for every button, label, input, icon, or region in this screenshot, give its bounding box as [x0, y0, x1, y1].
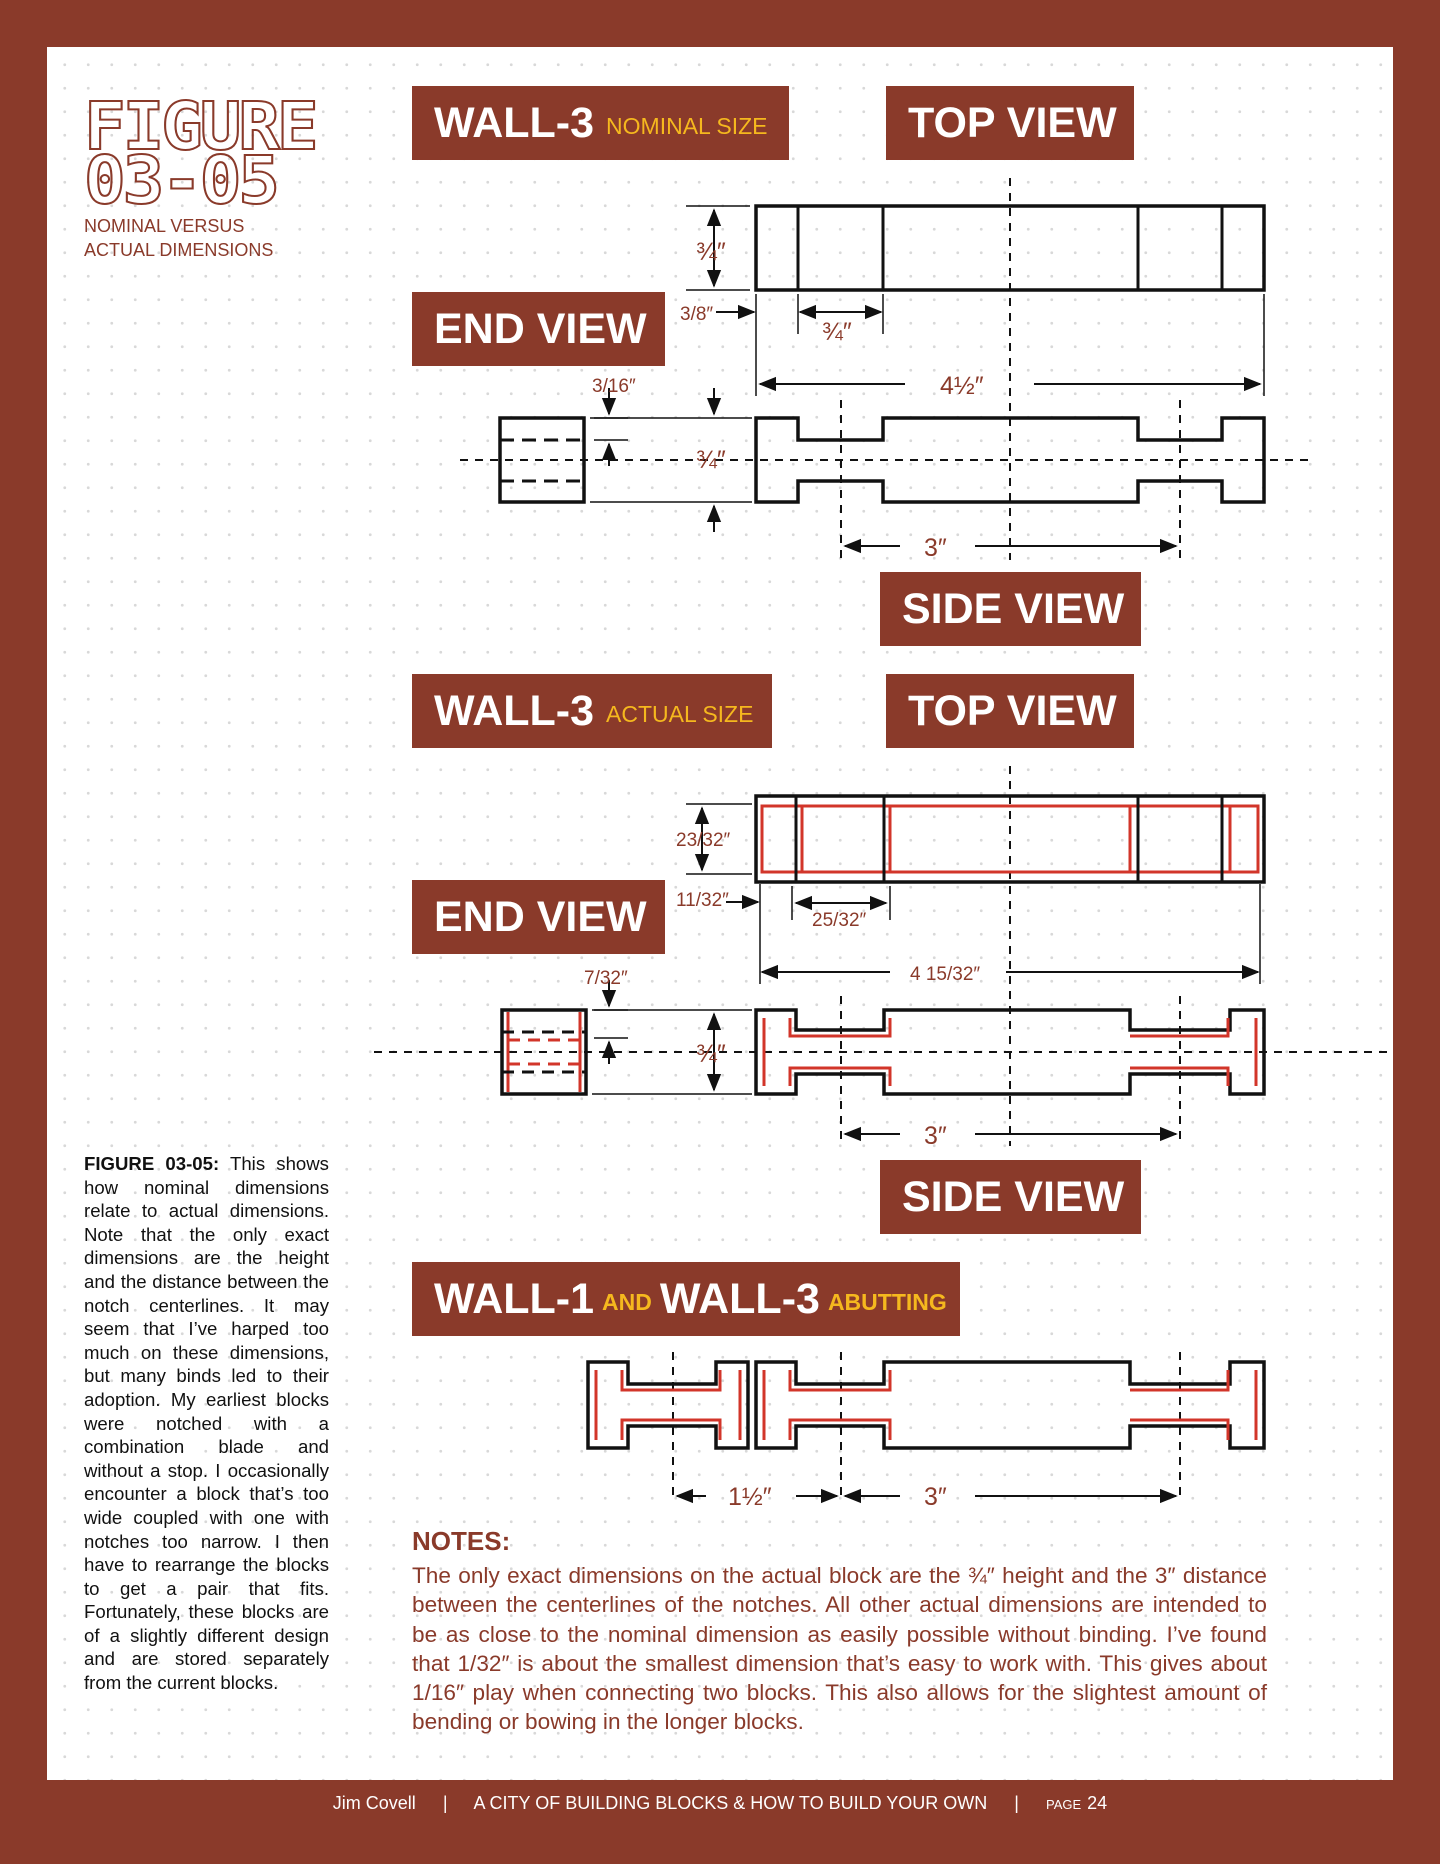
tag-abutting-label: ABUTTING — [827, 1289, 947, 1315]
nominal-centers-label: 3″ — [924, 534, 947, 562]
actual-height-label: 23/32″ — [676, 830, 731, 851]
abutting-view — [588, 1352, 1264, 1498]
footer-separator: | — [442, 1793, 448, 1813]
footer-author: Jim Covell — [332, 1793, 416, 1813]
tag-wall1-label: WALL-1 — [434, 1275, 595, 1323]
nominal-notch-label: ¾″ — [822, 318, 852, 346]
notes-heading: NOTES: — [412, 1526, 511, 1556]
tag-side-view-actual: SIDE VIEW — [880, 1160, 1141, 1234]
figure-subtitle-line1: NOMINAL VERSUS — [84, 216, 245, 236]
tag-end-view-nominal: END VIEW — [412, 292, 665, 366]
actual-depth-label: 7/32″ — [584, 968, 628, 989]
tag-size-label: ACTUAL SIZE — [606, 701, 754, 727]
nominal-offset-label: 3/8″ — [680, 304, 714, 325]
actual-end-height-label: ¾″ — [696, 1040, 726, 1068]
nominal-height-label: ¾″ — [696, 238, 726, 266]
figure-title-line2: 03-05 — [84, 142, 277, 219]
nominal-length-label: 4½″ — [940, 372, 984, 400]
abutting-spacing-label: 1½″ — [728, 1483, 772, 1511]
footer-book-title: A CITY OF BUILDING BLOCKS & HOW TO BUILD YOUR OWN — [473, 1793, 988, 1813]
tag-top-view-nominal: TOP VIEW — [886, 86, 1134, 160]
actual-centers-label: 3″ — [924, 1122, 947, 1150]
figure-subtitle-line2: ACTUAL DIMENSIONS — [84, 240, 274, 260]
footer-page-number: 24 — [1087, 1793, 1108, 1813]
nominal-end-side-view — [460, 388, 1310, 560]
tag-wall3-label: WALL-3 — [659, 1275, 820, 1323]
abutting-centers-label: 3″ — [924, 1483, 947, 1511]
actual-offset-label: 11/32″ — [676, 890, 729, 911]
caption-text: This shows how nominal dimensions relate to actual dimensions. Note that the only exact dimensions are the height and the distance between the notch centerlines. It may seem that I’ve harped too much on these dimensions, but many binds led to their adoption. My earliest blocks were notched with a combination blade and without a stop. I occasionally encounter a block that’s too wide coupled with one with notches too narrow. I then have to rearrange the blocks to get a pair that fits. Fortunately, these blocks are of a slightly different design and are stored separately from the current blocks. — [84, 1153, 329, 1694]
actual-end-side-view — [374, 980, 1393, 1146]
tag-wall-label: WALL-3 — [434, 687, 595, 735]
tag-side-view-nominal: SIDE VIEW — [880, 572, 1141, 646]
nominal-end-height-label: ¾″ — [696, 446, 726, 474]
nominal-depth-label: 3/16″ — [592, 376, 636, 397]
figure-caption — [84, 1152, 329, 1695]
footer-separator: | — [1014, 1793, 1019, 1813]
footer-page-label: PAGE — [1046, 1797, 1082, 1812]
actual-length-label: 4 15/32″ — [910, 964, 981, 985]
caption-label: FIGURE 03-05: — [84, 1153, 220, 1174]
figure-title-line1: FIGURE — [84, 88, 316, 165]
tag-and-label: AND — [602, 1289, 652, 1315]
page-footer — [0, 1788, 1440, 1820]
tag-top-view-actual: TOP VIEW — [886, 674, 1134, 748]
notes-text: The only exact dimensions on the actual block are the ¾″ height and the 3″ distance between the centerlines of the notches. All other actual dimensions are intended to be as close to the nominal dimension as easily possible without binding. I’ve found that 1/32″ is about the smallest dimension that’s easy to work with. This gives about 1/16″ play when connecting two blocks. This also allows for the slightest amount of bending or bowing in the longer blocks. — [412, 1563, 1267, 1735]
actual-notch-label: 25/32″ — [812, 910, 867, 931]
tag-wall-label: WALL-3 — [434, 99, 595, 147]
actual-top-view — [686, 766, 1264, 1146]
tag-end-view-actual: END VIEW — [412, 880, 665, 954]
tag-size-label: NOMINAL SIZE — [606, 113, 768, 139]
